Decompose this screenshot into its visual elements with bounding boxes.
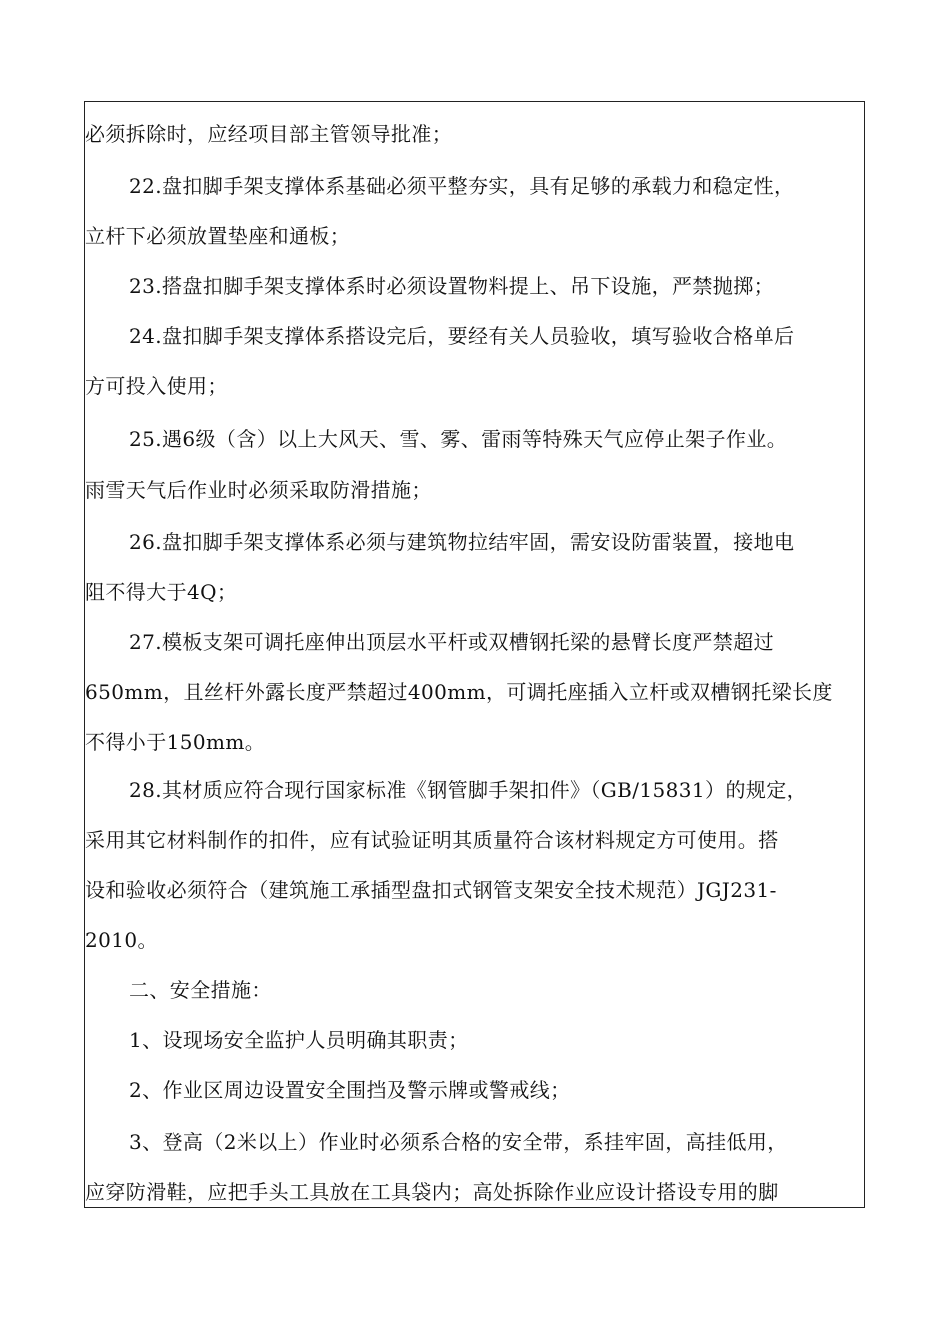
text-line: 650mm，且丝杆外露长度严禁超过400mm，可调托座插入立杆或双槽钢托梁长度: [85, 680, 833, 704]
text-line: 25.遇6级（含）以上大风天、雪、雾、雷雨等特殊天气应停止架子作业。: [129, 427, 788, 451]
document-table-cell: [84, 101, 865, 1208]
text-line: 立杆下必须放置垫座和通板；: [85, 224, 351, 248]
text-line: 23.搭盘扣脚手架支撑体系时必须设置物料提上、吊下设施，严禁抛掷；: [129, 274, 775, 298]
text-line: 雨雪天气后作业时必须采取防滑措施；: [85, 478, 432, 502]
text-line: 方可投入使用；: [85, 374, 228, 398]
text-line: 28.其材质应符合现行国家标准《钢管脚手架扣件》（GB/15831）的规定，: [129, 778, 808, 802]
text-line: 24.盘扣脚手架支撑体系搭设完后，要经有关人员验收，填写验收合格单后: [129, 324, 795, 348]
text-line: 必须拆除时，应经项目部主管领导批准；: [85, 122, 453, 146]
text-line: 阻不得大于4Q；: [85, 580, 238, 604]
text-line: 27.模板支架可调托座伸出顶层水平杆或双槽钢托梁的悬臂长度严禁超过: [129, 630, 775, 654]
text-line: 2、作业区周边设置安全围挡及警示牌或警戒线；: [129, 1078, 571, 1102]
text-line: 应穿防滑鞋，应把手头工具放在工具袋内；高处拆除作业应设计搭设专用的脚: [85, 1180, 779, 1204]
text-line: 1、设现场安全监护人员明确其职责；: [129, 1028, 469, 1052]
text-line: 3、登高（2米以上）作业时必须系合格的安全带，系挂牢固，高挂低用，: [129, 1130, 788, 1154]
text-line: 2010。: [85, 928, 158, 952]
text-line: 不得小于150mm。: [85, 730, 266, 754]
text-line: 设和验收必须符合（建筑施工承插型盘扣式钢管支架安全技术规范）JGJ231-: [85, 878, 777, 902]
section-heading: 二、安全措施：: [129, 978, 272, 1002]
text-line: 22.盘扣脚手架支撑体系基础必须平整夯实，具有足够的承载力和稳定性，: [129, 174, 795, 198]
text-line: 26.盘扣脚手架支撑体系必须与建筑物拉结牢固，需安设防雷装置，接地电: [129, 530, 795, 554]
text-line: 采用其它材料制作的扣件，应有试验证明其质量符合该材料规定方可使用。搭: [85, 828, 779, 852]
